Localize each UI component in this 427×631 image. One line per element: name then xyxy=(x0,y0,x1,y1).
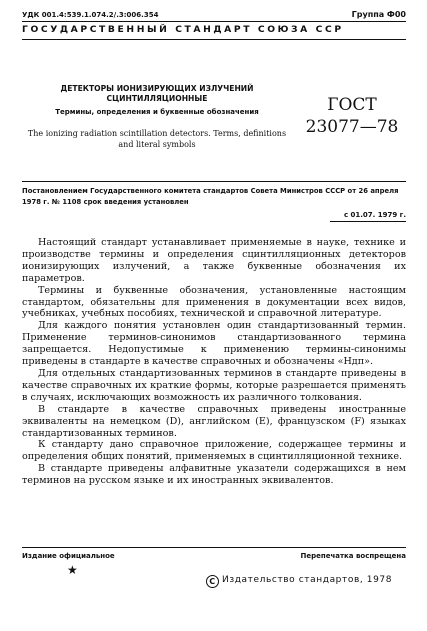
banner-rule xyxy=(22,39,406,40)
reprint-prohibited-label: Перепечатка воспрещена xyxy=(300,552,406,560)
top-rule xyxy=(22,21,406,22)
paragraph: Для отдельных стандартизованных терминов в стандарте приведены в качестве справочных их краткие формы, которые разрешается применять в случаях, исключающих возможность их различного толкования. xyxy=(22,367,406,403)
document-title-en: The ionizing radiation scintillation detectors. Terms, definitions and literal symbols xyxy=(27,129,287,149)
decree-rule xyxy=(22,181,406,182)
effective-date: с 01.07. 1979 г. xyxy=(343,211,406,219)
paragraph: К стандарту дано справочное приложение, содержащее термины и определения общих понятий, применяемых в сцинтилляционной технике. xyxy=(22,439,406,463)
gost-designation xyxy=(298,94,406,138)
copyright-icon: С xyxy=(206,575,219,588)
effective-rule xyxy=(330,221,406,222)
document-title-ru: ДЕТЕКТОРЫ ИОНИЗИРУЮЩИХ ИЗЛУЧЕНИЙ СЦИНТИЛЛЯЦИОННЫЕ xyxy=(60,84,254,103)
gost-label: ГОСТ xyxy=(327,95,377,115)
group-code: Группа Ф00 xyxy=(351,10,406,19)
paragraph: Для каждого понятия установлен один стандартизованный термин. Применение терминов-синонимов стандартизованного термина запрещается. Недопустимые к применению термины-синонимы приведены в стандарте в качестве справочных и обозначены «Ндп». xyxy=(22,320,406,368)
star-icon: ★ xyxy=(67,563,78,577)
gost-number: 23077—78 xyxy=(305,117,399,137)
document-subtitle-ru: Термины, определения и буквенные обозначения xyxy=(55,108,259,116)
copyright-line xyxy=(206,575,392,588)
decree-text: Постановлением Государственного комитета стандартов Совета Министров СССР от 26 апреля 1978 г. № 1108 срок введения установлен xyxy=(22,187,399,206)
paragraph: Настоящий стандарт устанавливает применяемые в науке, технике и производстве термины и определения сцинтилляционных детекторов ионизирующих излучений, а также буквенные обозначения их параметров. xyxy=(22,237,406,284)
publisher-text: Издательство стандартов, 1978 xyxy=(222,575,393,585)
body-text xyxy=(22,237,406,487)
official-edition-label: Издание официальное xyxy=(22,552,115,560)
paragraph: Термины и буквенные обозначения, установленные настоящим стандартом, обязательны для применения в документации всех видов, учебниках, учебных пособиях, технической и справочной литературе. xyxy=(22,284,406,320)
standard-banner: ГОСУДАРСТВЕННЫЙ СТАНДАРТ СОЮЗА ССР xyxy=(22,24,344,35)
udk-code: УДК 001.4:539.1.074.2/.3:006.354 xyxy=(22,11,159,19)
paragraph: В стандарте приведены алфавитные указатели содержащихся в нем терминов на русском языке и их иностранных эквивалентов. xyxy=(22,463,406,487)
paragraph: В стандарте в качестве справочных приведены иностранные эквиваленты на немецком (D), английском (E), французском (F) языках стандартизованных терминов. xyxy=(22,403,406,439)
footer-rule xyxy=(22,547,406,548)
